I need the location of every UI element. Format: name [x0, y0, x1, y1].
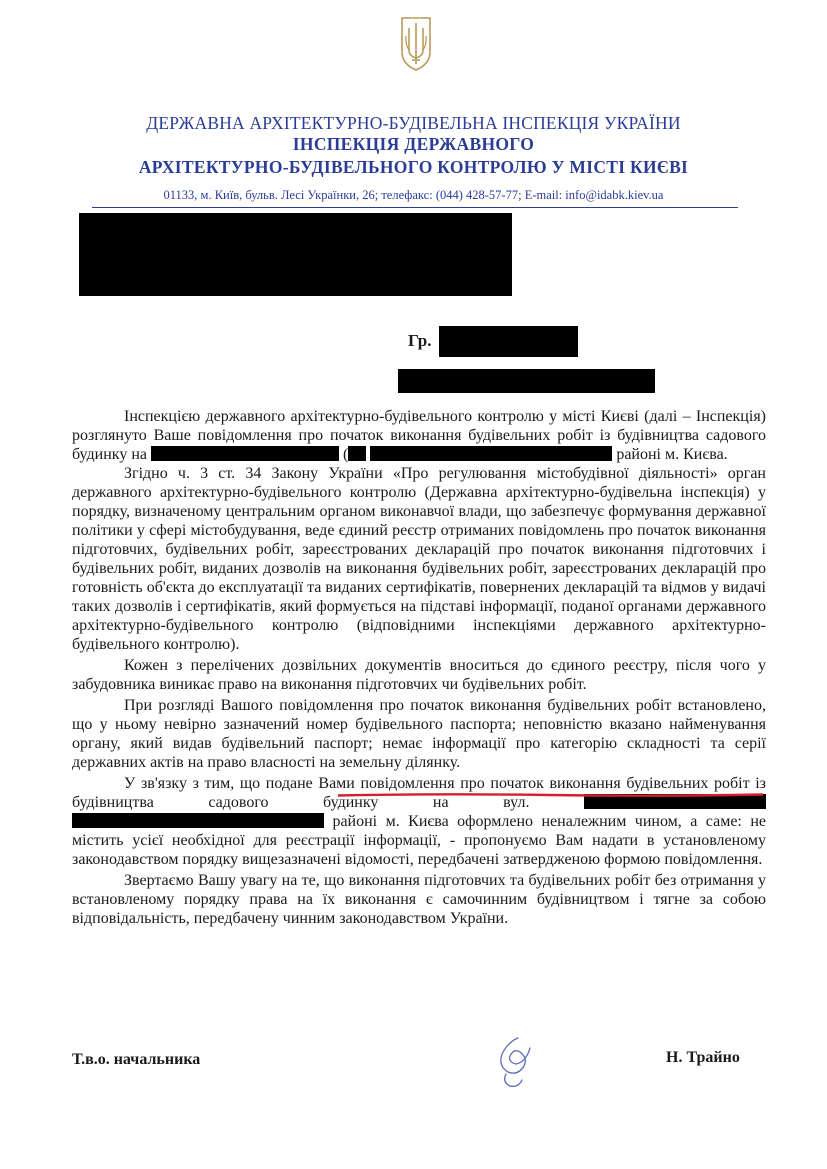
p4-text-a: При розгляді Вашого повідомлення про початок виконання будівельних робіт встановлено, що у ньому: [72, 697, 766, 733]
redacted-recipient-address: [398, 369, 655, 393]
p1-text-b: (: [339, 446, 349, 463]
p1-text-c: районі м. Києва.: [612, 446, 728, 463]
red-underline-mark: [338, 792, 763, 798]
p4-text-b: ; неповністю вказано найменування органу, який видав будівельний паспорт; немає інформації про категорію складності та серії державних актів на право власності на земельну ділянку.: [72, 716, 767, 771]
redacted-recipient-name: [439, 326, 578, 357]
redacted-address-1: [151, 446, 339, 461]
paragraph-2: Згідно ч. 3 ст. 34 Закону України «Про регулювання містобудівної діяльності» орган державного архітектурно-будівельного контролю (Державна архітектурно-будівельна інспекція) у порядку, визначеному центральним органом виконавчої влади, що забезпечує формування державної політики у сфері містобудування, веде єдиний реєстр отриманих повідомлень про початок виконання підготовчих, будівельних робіт, зареєстрованих декларацій про початок виконання підготовчих і будівельних робіт, виданих дозволів на виконання будівельних робіт, зареєстрованих декларацій про готовність об'єкта до експлуатації та виданих сертифікатів, повернених декларацій та відмов у видачі таких дозволів і сертифікатів, який формується на підставі інформації, поданої органами державного архітектурно-будівельного контролю (відповідними інспекціями державного архітектурно-будівельного контролю).: [72, 465, 766, 653]
p5-text-a: У зв'язку з тим, що подане Вами повідомлення про початок виконання будівельних робіт із будівництва садового будинку на вул.: [72, 775, 766, 811]
redacted-address-2: [348, 446, 366, 461]
p4-highlight: невірно зазначений номер будівельного паспорта: [163, 716, 512, 733]
org-title-line3: АРХІТЕКТУРНО-БУДІВЕЛЬНОГО КОНТРОЛЮ У МІСТІ КИЄВІ: [138, 157, 689, 177]
signatory-name: Н. Трайно: [666, 1049, 740, 1066]
paragraph-6: Звертаємо Вашу увагу на те, що виконання підготовчих та будівельних робіт без отримання у встановленому порядку права на їх виконання є самочинним будівництвом і тягне за собою відповідальність, передбачену чинним законодавством України.: [72, 872, 766, 927]
paragraph-5: [72, 774, 766, 869]
org-address: 01133, м. Київ, бульв. Лесі Українки, 26; телефакс: (044) 428-57-77; E-mail: info@idabk.kiev.ua: [163, 188, 664, 202]
signatory-position: Т.в.о. начальника: [72, 1051, 201, 1068]
paragraph-1: [72, 407, 766, 464]
redacted-street-2: [72, 813, 324, 828]
paragraph-4: [72, 696, 766, 772]
redacted-block-outgoing-ref: [79, 213, 512, 296]
p1-text-a: Інспекцією державного архітектурно-будівельного контролю у місті Києві (далі – Інспекція) розглянуто Ваше повідомлення про початок виконання будівельних робіт із будівництва садового будинку на: [72, 408, 766, 463]
paragraph-3: Кожен з перелічених дозвільних документів вноситься до єдиного реєстру, після чого у забудовника виникає право на виконання підготовчих чи будівельних робіт.: [72, 657, 766, 693]
header-divider: [92, 207, 738, 208]
org-title-line1: ДЕРЖАВНА АРХІТЕКТУРНО-БУДІВЕЛЬНА ІНСПЕКЦІЯ УКРАЇНИ: [146, 113, 681, 133]
p5-text-b: районі м. Києва оформлено неналежним чином, а саме: не містить усієї необхідної для реєстрації інформації, - пропонуємо Вам надати в установленому законодавством порядку вищезазначені відомості, передбачені затвердженою формою повідомлення.: [72, 813, 766, 868]
redacted-address-3: [370, 446, 612, 461]
coat-of-arms-icon: [399, 14, 433, 72]
handwritten-signature: [488, 1032, 544, 1090]
recipient-prefix: Гр.: [408, 331, 432, 350]
letter-body: [72, 407, 766, 928]
org-title-line2: ІНСПЕКЦІЯ ДЕРЖАВНОГО: [292, 134, 535, 154]
